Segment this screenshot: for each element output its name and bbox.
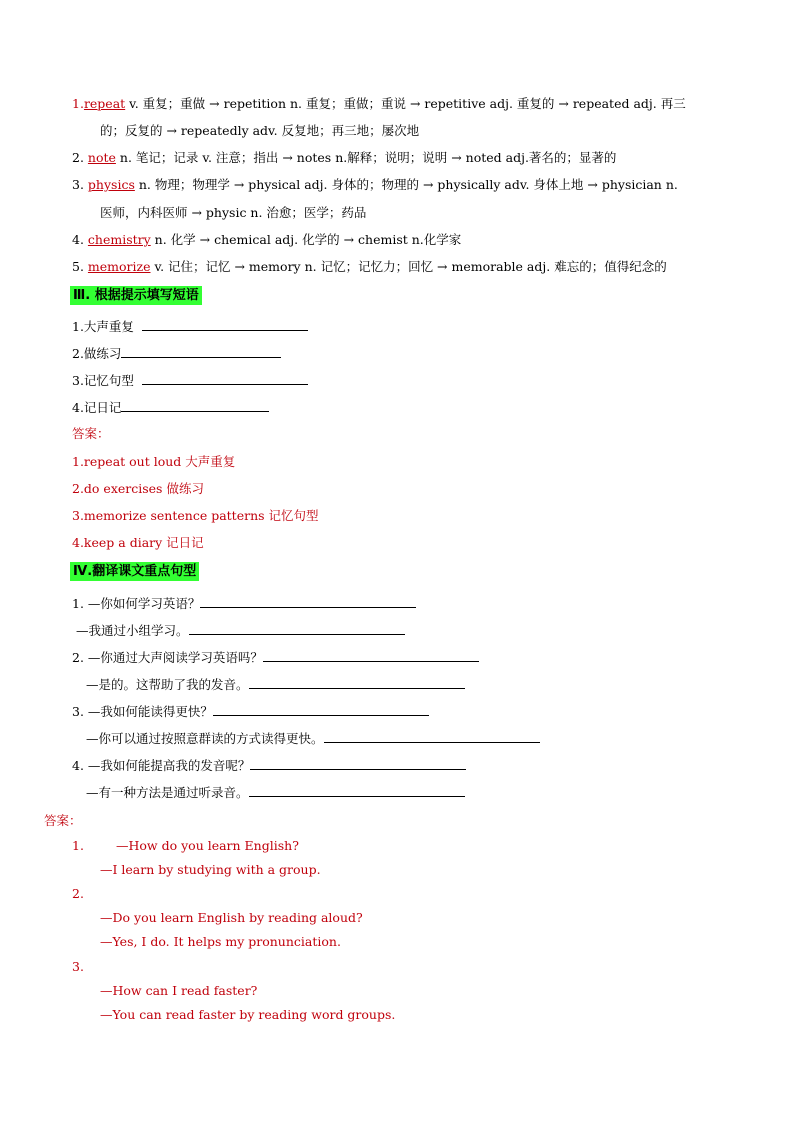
sentence-item-1a [76, 621, 405, 640]
phrase-answer-2: 2.do exercises 做练习 [72, 481, 204, 496]
sentence-prompt: 2. —你通过大声阅读学习英语吗？ [72, 650, 263, 665]
vocab-definition-cont: 的；反复的 → repeatedly adv. 反复地；再三地；屡次地 [100, 123, 420, 138]
section-4-title: Ⅳ.翻译课文重点句型 [70, 562, 199, 581]
phrase-item-2 [72, 344, 281, 363]
sentence-prompt: 4. —我如何能提高我的发音呢？ [72, 758, 251, 773]
answer-blank[interactable] [213, 702, 429, 716]
vocab-item-2 [72, 149, 616, 167]
answer-blank[interactable] [142, 371, 308, 385]
vocab-definition: n. 化学 → chemical adj. 化学的 → chemist n.化学家 [150, 232, 462, 247]
answer-blank[interactable] [189, 621, 405, 635]
vocab-word: memorize [87, 259, 151, 274]
section-3-title: Ⅲ. 根据提示填写短语 [70, 286, 202, 305]
sentence-prompt: —你可以通过按照意群读的方式读得更快。 [86, 731, 324, 746]
vocab-word: chemistry [87, 232, 151, 247]
sentence-item-4a [86, 783, 465, 802]
vocab-definition: v. 重复；重做 → repetition n. 重复；重做；重说 → repetitive adj. 重复的 → repeated adj. 再三 [125, 96, 686, 111]
sentence-answer-2q: —Do you learn English by reading aloud? [100, 910, 363, 925]
phrase-item-3 [72, 371, 308, 390]
vocab-definition: n. 物理；物理学 → physical adj. 身体的；物理的 → physically adv. 身体上地 → physician n. [134, 177, 678, 192]
vocab-number: 5. [72, 259, 84, 274]
phrase-answer-1: 1.repeat out loud 大声重复 [72, 454, 236, 469]
vocab-item-3 [72, 176, 678, 194]
answer-blank[interactable] [249, 783, 465, 797]
phrase-prompt: 1.大声重复 [72, 319, 134, 334]
answer-blank[interactable] [121, 344, 281, 358]
answer-blank[interactable] [142, 317, 308, 331]
vocab-item-5 [72, 258, 667, 276]
answer-blank[interactable] [250, 756, 466, 770]
answer-blank[interactable] [121, 398, 269, 412]
sentence-answer-3q: —How can I read faster? [100, 983, 258, 998]
vocab-number: 3. [72, 177, 84, 192]
phrase-item-4 [72, 398, 269, 417]
vocab-word: note [87, 150, 116, 165]
sentence-item-3q [72, 702, 429, 721]
vocab-item-3-cont [100, 204, 366, 222]
vocab-number: 2. [72, 150, 84, 165]
phrase-prompt: 4.记日记 [72, 400, 122, 415]
sentence-answer-num-1: 1. [72, 838, 84, 853]
vocab-item-4 [72, 231, 461, 249]
vocab-item-1 [72, 95, 686, 113]
answer-blank[interactable] [249, 675, 465, 689]
phrase-prompt: 3.记忆句型 [72, 373, 134, 388]
sentence-answer-1a: —I learn by studying with a group. [100, 862, 321, 877]
sentence-answer-num-3: 3. [72, 959, 84, 974]
sentence-prompt: —有一种方法是通过听录音。 [86, 785, 249, 800]
vocab-number: 1. [72, 96, 84, 111]
sentence-prompt: 1. —你如何学习英语？ [72, 596, 201, 611]
sentence-item-3a [86, 729, 540, 748]
sentence-answer-1q: —How do you learn English? [116, 838, 299, 853]
vocab-definition: v. 记住；记忆 → memory n. 记忆；记忆力；回忆 → memorable adj. 难忘的；值得纪念的 [150, 259, 667, 274]
sentence-prompt: —我通过小组学习。 [76, 623, 189, 638]
vocab-definition-cont: 医师，内科医师 → physic n. 治愈；医学；药品 [100, 205, 367, 220]
sentence-item-2q [72, 648, 479, 667]
phrase-item-1 [72, 317, 308, 336]
sentence-answer-num-2: 2. [72, 886, 84, 901]
sentence-item-1q [72, 594, 416, 613]
vocab-word: physics [87, 177, 135, 192]
phrase-answer-3: 3.memorize sentence patterns 记忆句型 [72, 508, 319, 523]
answer-blank[interactable] [200, 594, 416, 608]
sentence-prompt: 3. —我如何能读得更快？ [72, 704, 213, 719]
sentence-answer-2a: —Yes, I do. It helps my pronunciation. [100, 934, 341, 949]
sentence-item-4q [72, 756, 466, 775]
vocab-word: repeat [83, 96, 126, 111]
sentence-answer-3a: —You can read faster by reading word groups. [100, 1007, 396, 1022]
sentence-item-2a [86, 675, 465, 694]
answer-label: 答案： [44, 813, 82, 828]
vocab-definition: n. 笔记；记录 v. 注意；指出 → notes n.解释；说明；说明 → noted adj.著名的；显著的 [115, 150, 617, 165]
answer-label: 答案： [72, 426, 110, 441]
vocab-item-1-cont [100, 122, 419, 140]
phrase-answer-4: 4.keep a diary 记日记 [72, 535, 204, 550]
sentence-prompt: —是的。这帮助了我的发音。 [86, 677, 249, 692]
answer-blank[interactable] [263, 648, 479, 662]
phrase-prompt: 2.做练习 [72, 346, 122, 361]
answer-blank[interactable] [324, 729, 540, 743]
vocab-number: 4. [72, 232, 84, 247]
